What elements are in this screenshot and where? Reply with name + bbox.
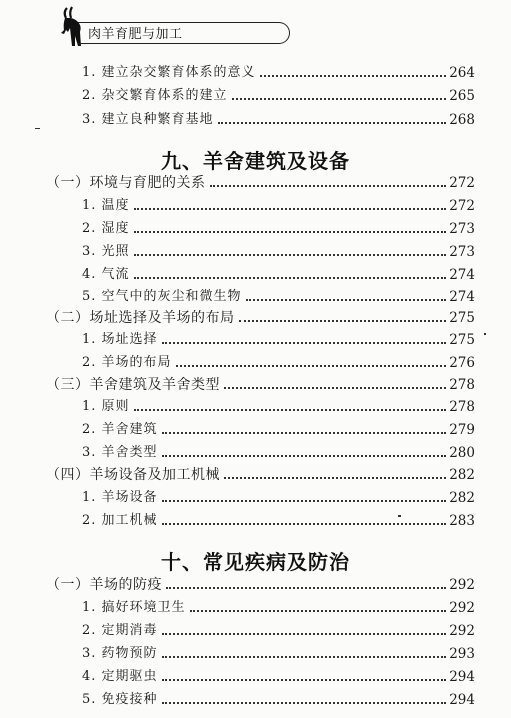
- page-number: 274: [449, 267, 475, 283]
- page-number: 278: [449, 377, 475, 393]
- entry-label: 4. 定期驱虫: [82, 669, 158, 684]
- entry-label: 2. 杂交繁育体系的建立: [82, 88, 228, 103]
- page-number: 273: [449, 244, 475, 260]
- page-number: 274: [449, 289, 475, 305]
- toc-section-entry[interactable]: [46, 374, 475, 394]
- toc-subsection-entry[interactable]: [82, 620, 475, 640]
- dot-leader: [162, 523, 447, 525]
- dot-leader: [162, 455, 447, 457]
- toc-subsection-entry[interactable]: [82, 218, 475, 238]
- toc-subsection-entry[interactable]: [82, 442, 475, 462]
- scan-speck: [398, 515, 401, 517]
- dot-leader: [134, 231, 447, 233]
- entry-label: 2. 羊场的布局: [82, 355, 172, 370]
- entry-label: 5. 空气中的灰尘和微生物: [82, 289, 242, 304]
- dot-leader: [134, 277, 447, 279]
- entry-label: 3. 光照: [82, 244, 130, 259]
- dot-leader: [176, 365, 447, 367]
- dot-leader: [224, 387, 446, 389]
- scan-speck: [484, 333, 486, 335]
- dot-leader: [162, 633, 447, 635]
- entry-label: 2. 定期消毒: [82, 623, 158, 638]
- entry-label: 5. 免疫接种: [82, 692, 158, 707]
- running-header: [0, 0, 511, 56]
- page-number: 268: [449, 112, 475, 128]
- page-number: 292: [449, 577, 475, 593]
- entry-label: 2. 加工机械: [82, 513, 158, 528]
- entry-label: 1. 搞好环境卫生: [82, 600, 186, 615]
- entry-label: 1. 羊场设备: [82, 490, 158, 505]
- page-number: 276: [449, 355, 475, 371]
- toc-subsection-entry[interactable]: [82, 643, 475, 663]
- entry-label: （三）羊舍建筑及羊舍类型: [46, 377, 220, 393]
- page-number: 264: [449, 65, 475, 81]
- page-number: 294: [449, 669, 475, 685]
- dot-leader: [224, 477, 446, 479]
- entry-label: 1. 场址选择: [82, 332, 158, 347]
- dot-leader: [162, 656, 447, 658]
- page-number: 292: [449, 623, 475, 639]
- entry-label: （四）羊场设备及加工机械: [46, 467, 220, 483]
- dot-leader: [246, 299, 447, 301]
- toc-section-entry[interactable]: [46, 464, 475, 484]
- dot-leader: [260, 75, 447, 77]
- dot-leader: [218, 122, 447, 124]
- chapter-heading: 十、常见疾病及防治: [161, 550, 350, 574]
- page-number: 292: [449, 600, 475, 616]
- toc-subsection-entry[interactable]: [82, 241, 475, 261]
- page-number: 282: [449, 467, 475, 483]
- page-number: 265: [449, 88, 475, 104]
- toc-subsection-entry[interactable]: [82, 352, 475, 372]
- toc-subsection-entry[interactable]: [82, 666, 475, 686]
- dot-leader: [162, 432, 447, 434]
- page-number: 272: [449, 198, 475, 214]
- toc-subsection-entry[interactable]: [82, 264, 475, 284]
- page-number: 283: [449, 513, 475, 529]
- page-number: 272: [449, 175, 475, 191]
- toc-subsection-entry[interactable]: [82, 487, 475, 507]
- dot-leader: [134, 409, 447, 411]
- dot-leader: [190, 610, 447, 612]
- entry-label: 3. 药物预防: [82, 646, 158, 661]
- toc-section-entry[interactable]: [46, 574, 475, 594]
- header-title: 肉羊育肥与加工: [88, 27, 183, 42]
- scan-speck: [35, 128, 40, 129]
- toc-subsection-entry[interactable]: [82, 195, 475, 215]
- toc-subsection-entry[interactable]: [82, 286, 475, 306]
- entry-label: （一）环境与育肥的关系: [46, 175, 206, 191]
- page-number: 293: [449, 646, 475, 662]
- toc-subsection-entry[interactable]: [82, 510, 475, 530]
- toc-section-entry[interactable]: [46, 172, 475, 192]
- toc-subsection-entry[interactable]: [82, 109, 475, 129]
- chapter-heading: 九、羊舍建筑及设备: [161, 149, 350, 173]
- dot-leader: [162, 702, 447, 704]
- toc-subsection-entry[interactable]: [82, 85, 475, 105]
- dot-leader: [134, 208, 447, 210]
- toc-subsection-entry[interactable]: [82, 689, 475, 709]
- page-number: 282: [449, 490, 475, 506]
- entry-label: 1. 建立杂交繁育体系的意义: [82, 65, 256, 80]
- dot-leader: [134, 254, 447, 256]
- toc-section-entry[interactable]: [46, 307, 475, 327]
- entry-label: 1. 温度: [82, 198, 130, 213]
- dot-leader: [232, 98, 447, 100]
- entry-label: （二）场址选择及羊场的布局: [46, 310, 235, 326]
- entry-label: 4. 气流: [82, 267, 130, 282]
- page-number: 278: [449, 399, 475, 415]
- page-number: 279: [449, 422, 475, 438]
- page-number: 280: [449, 445, 475, 461]
- entry-label: 3. 建立良种繁育基地: [82, 112, 214, 127]
- page-number: 294: [449, 692, 475, 708]
- dot-leader: [210, 185, 447, 187]
- entry-label: 3. 羊舍类型: [82, 445, 158, 460]
- entry-label: （一）羊场的防疫: [46, 577, 162, 593]
- dot-leader: [162, 679, 447, 681]
- entry-label: 1. 原则: [82, 399, 130, 414]
- page-number: 273: [449, 221, 475, 237]
- toc-subsection-entry[interactable]: [82, 396, 475, 416]
- toc-subsection-entry[interactable]: [82, 597, 475, 617]
- page-number: 275: [449, 310, 475, 326]
- dot-leader: [166, 587, 446, 589]
- dot-leader: [162, 500, 447, 502]
- page-number: 275: [449, 332, 475, 348]
- dot-leader: [162, 342, 447, 344]
- entry-label: 2. 羊舍建筑: [82, 422, 158, 437]
- toc-subsection-entry[interactable]: [82, 329, 475, 349]
- dot-leader: [239, 320, 447, 322]
- toc-subsection-entry[interactable]: [82, 62, 475, 82]
- entry-label: 2. 湿度: [82, 221, 130, 236]
- toc-subsection-entry[interactable]: [82, 419, 475, 439]
